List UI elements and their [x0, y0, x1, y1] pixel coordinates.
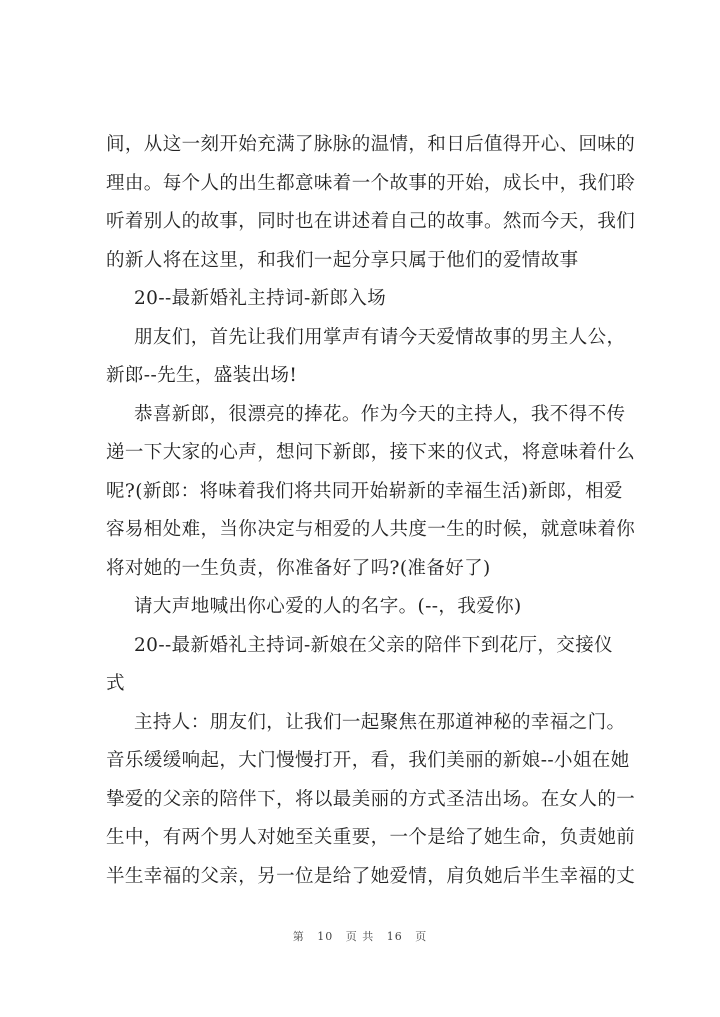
footer-prefix: 第 — [292, 930, 305, 943]
document-body — [106, 126, 640, 896]
text-line: 的新人将在这里，和我们一起分享只属于他们的爱情故事 — [106, 249, 579, 271]
text-line: 间，从这一刻开始充满了脉脉的温情，和日后值得开心、回味的 — [106, 134, 636, 155]
text-line: 生中，有两个男人对她至关重要，一个是给了她生命，负责她前 — [106, 827, 636, 848]
text-line: 半生幸福的父亲，另一位是给了她爱情，肩负她后半生幸福的丈 — [106, 865, 636, 887]
section-heading-continued: 式 — [106, 673, 125, 694]
text-line: 请大声地喊出你心爱的人的名字。(--，我爱你) — [134, 596, 522, 617]
current-page-number: 10 — [317, 930, 334, 943]
text-line: 音乐缓缓响起，大门慢慢打开，看，我们美丽的新娘--小姐在她 — [106, 750, 630, 771]
text-line: 朋友们，首先让我们用掌声有请今天爱情故事的男主人公， — [134, 326, 626, 348]
footer-middle: 页 共 — [345, 930, 375, 943]
total-page-count: 16 — [386, 930, 403, 943]
text-line: 挚爱的父亲的陪伴下，将以最美丽的方式圣洁出场。在女人的一 — [106, 788, 636, 810]
text-line: 递一下大家的心声，想问下新郎，接下来的仪式，将意味着什么 — [106, 442, 636, 463]
footer-suffix: 页 — [415, 930, 428, 943]
text-line: 听着别人的故事，同时也在讲述着自己的故事。然而今天，我们 — [106, 211, 636, 232]
text-line: 将对她的一生负责，你准备好了吗?(准备好了) — [106, 557, 491, 579]
text-line: 呢?(新郎：将味着我们将共同开始崭新的幸福生活)新郎，相爱 — [106, 480, 623, 502]
text-line: 容易相处难，当你决定与相爱的人共度一生的时候，就意味着你 — [106, 519, 636, 540]
page-footer — [0, 928, 720, 944]
text-line: 恭喜新郎，很漂亮的捧花。作为今天的主持人，我不得不传 — [134, 403, 626, 425]
text-line: 理由。每个人的出生都意味着一个故事的开始，成长中，我们聆 — [106, 172, 636, 194]
text-line: 新郎--先生，盛装出场! — [106, 365, 298, 386]
text-line: 主持人：朋友们，让我们一起聚焦在那道神秘的幸福之门。 — [134, 711, 626, 733]
section-heading: 20--最新婚礼主持词-新郎入场 — [134, 288, 387, 309]
section-heading: 20--最新婚礼主持词-新娘在父亲的陪伴下到花厅，交接仪 — [134, 634, 613, 656]
